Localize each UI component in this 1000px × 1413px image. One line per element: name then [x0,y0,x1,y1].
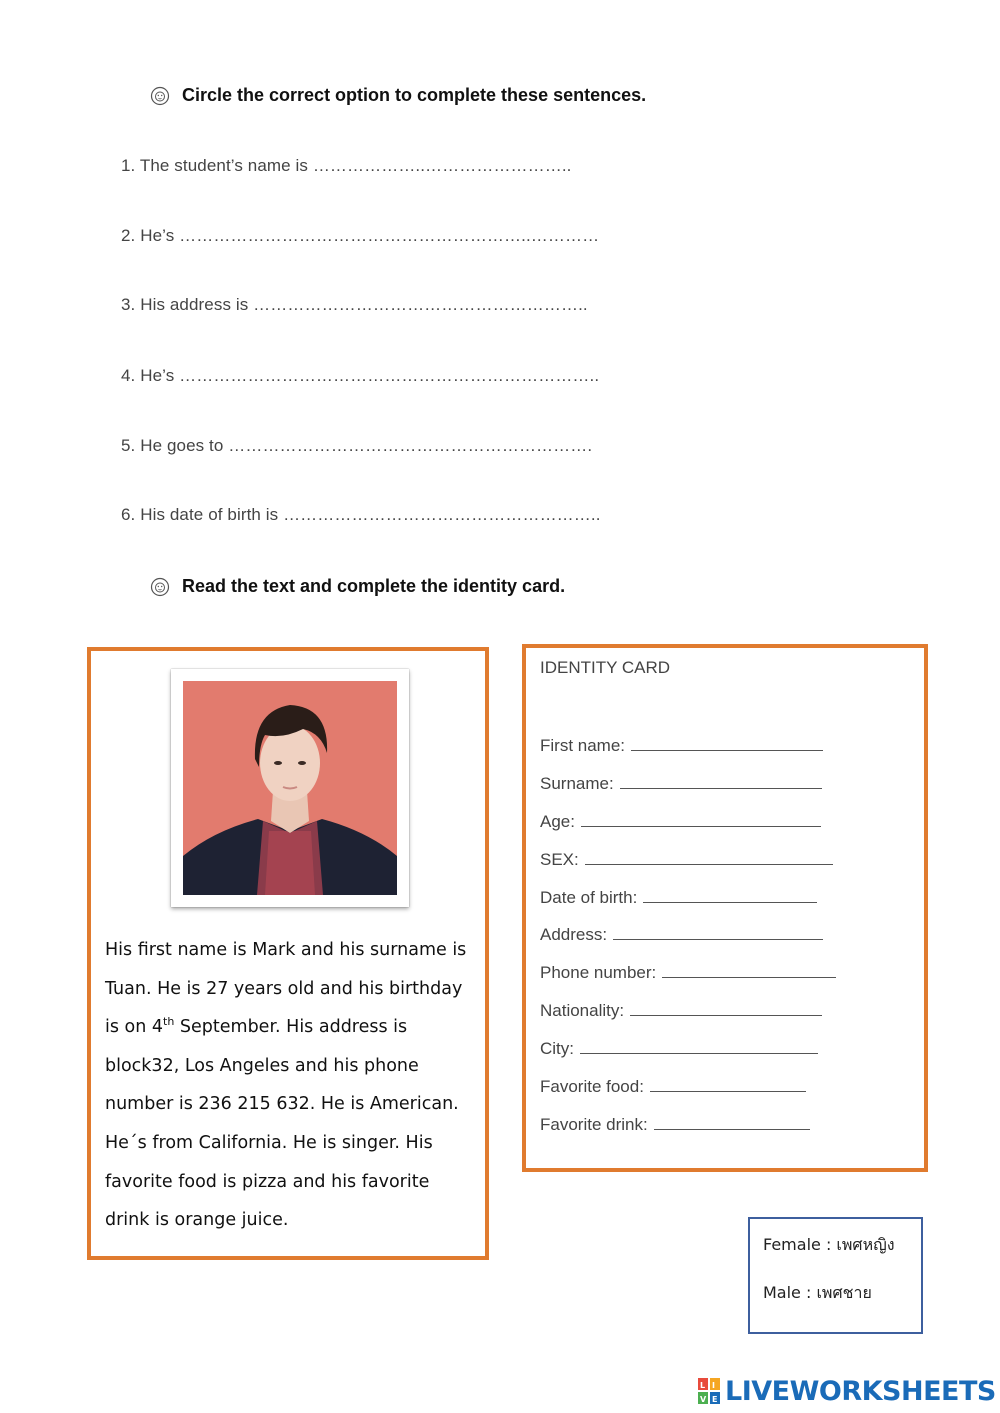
age-input[interactable] [581,810,821,827]
field-city: City: [540,1037,818,1059]
nationality-input[interactable] [630,999,822,1016]
story-line: He´s from California. He is singer. His [105,1132,433,1153]
sex-legend-box [748,1217,923,1334]
svg-text:L: L [700,1380,706,1390]
surname-input[interactable] [620,772,822,789]
profile-story [105,931,475,1240]
field-favorite-food: Favorite food: [540,1075,806,1097]
liveworksheets-logo [698,1376,996,1407]
story-line: number is 236 215 632. He is American. [105,1094,459,1115]
field-date-of-birth: Date of birth: [540,886,817,908]
question-6: 6. His date of birth is ……………………………………………….. [121,505,601,524]
liveworksheets-wordmark: LIVEWORKSHEETS [725,1376,996,1407]
sex-input[interactable] [585,848,833,865]
svg-text:E: E [712,1394,718,1404]
instruction-circle-option [150,85,646,106]
story-line: Tuan. He is 27 years old and his birthday [105,978,463,999]
story-line: drink is orange juice. [105,1210,289,1231]
question-3: 3. His address is ………………………………………………….. [121,295,588,314]
identity-card [522,644,928,1172]
field-surname: Surname: [540,772,822,794]
field-nationality: Nationality: [540,999,822,1021]
lion-icon [150,86,170,106]
field-favorite-drink: Favorite drink: [540,1113,810,1135]
profile-photo [171,669,409,907]
svg-text:V: V [700,1394,707,1404]
legend-male: Male : เพศชาย [763,1283,872,1302]
field-age: Age: [540,810,821,832]
address-input[interactable] [613,923,823,940]
instruction-read-text [150,576,565,597]
instruction-text: Read the text and complete the identity card. [182,576,566,596]
svg-text:I: I [712,1380,715,1390]
profile-text-box [87,647,489,1260]
field-phone-number: Phone number: [540,961,836,983]
instruction-text: Circle the correct option to complete these sentences. [182,85,647,105]
liveworksheets-logo-icon [698,1378,722,1406]
question-5: 5. He goes to ………………………………………………………. [121,436,593,455]
question-2: 2. He’s ……………………………………………………..………… [121,226,600,245]
field-first-name: First name: [540,734,823,756]
story-line: block32, Los Angeles and his phone [105,1055,419,1076]
first-name-input[interactable] [631,734,823,751]
city-input[interactable] [580,1037,818,1054]
portrait-image [183,681,397,895]
field-sex: SEX: [540,848,833,870]
story-line: His first name is Mark and his surname is [105,940,467,960]
phone-number-input[interactable] [662,961,836,978]
favorite-drink-input[interactable] [654,1113,810,1130]
story-line: favorite food is pizza and his favorite [105,1171,430,1192]
favorite-food-input[interactable] [650,1075,806,1092]
legend-female: Female : เพศหญิง [763,1235,895,1254]
story-line: is on 4th September. His address is [105,1015,408,1038]
question-1: 1. The student’s name is ………………..…………………….. [121,156,572,175]
date-of-birth-input[interactable] [643,886,817,903]
question-4: 4. He’s ……………………………………………………………….. [121,366,600,385]
field-address: Address: [540,923,823,945]
identity-card-title: IDENTITY CARD [540,658,671,677]
lion-icon [150,577,170,597]
